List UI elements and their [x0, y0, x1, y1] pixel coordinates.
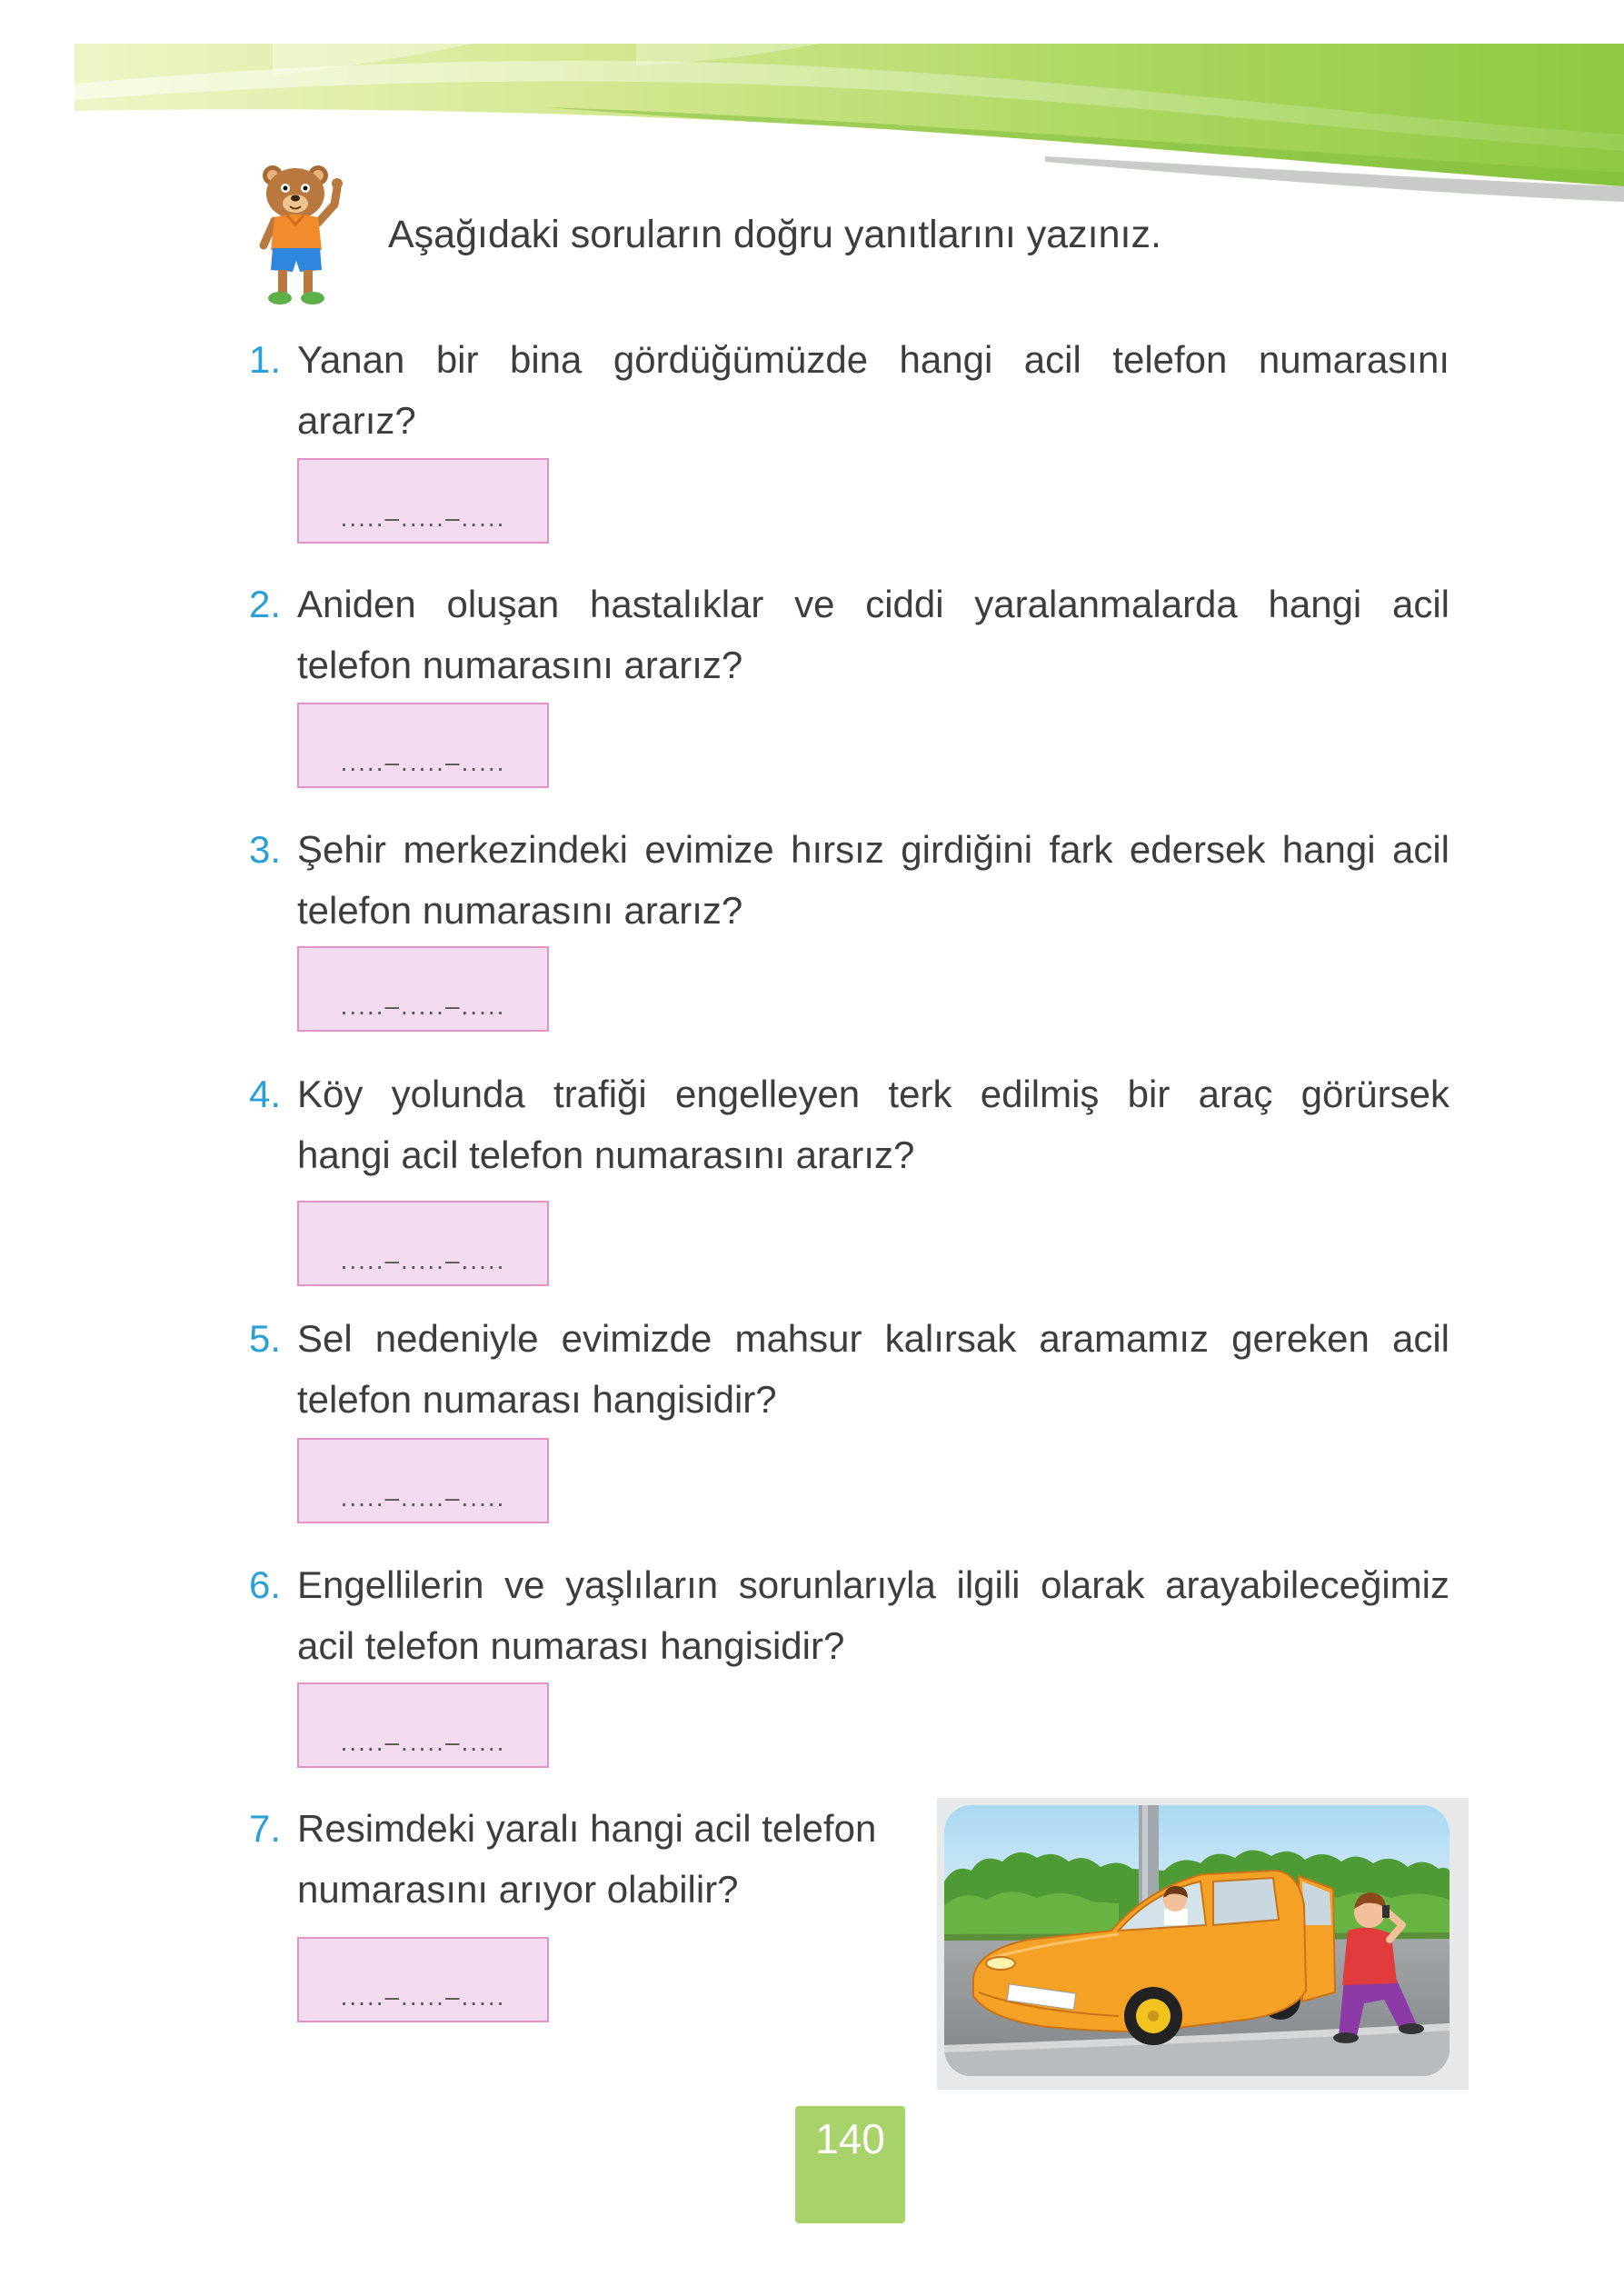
question-text-line: telefon numarasını ararız? [297, 644, 743, 686]
answer-placeholder: .....–.....–..... [340, 504, 506, 532]
question-number: 4. [249, 1073, 282, 1115]
answer-placeholder: .....–.....–..... [340, 1982, 506, 2011]
answer-field[interactable] [297, 1438, 549, 1523]
answer-field[interactable] [297, 1201, 549, 1286]
answer-field[interactable] [297, 703, 549, 788]
question-5 [249, 1308, 1450, 1430]
question-text-line: numarasını arıyor olabilir? [297, 1868, 739, 1911]
bear-mascot-icon [247, 159, 347, 312]
question-number: 1. [249, 338, 282, 381]
question-text-line: Engellilerin ve yaşlıların sorunlarıyla ilgili olarak arayabileceğimiz [297, 1563, 1450, 1606]
driver [1163, 1886, 1188, 1925]
answer-placeholder: .....–.....–..... [340, 748, 506, 776]
question-number: 3. [249, 828, 282, 871]
question-text-line: hangi acil telefon numarasını ararız? [297, 1133, 915, 1176]
instruction-text: Aşağıdaki soruların doğru yanıtlarını yazınız. [388, 213, 1161, 256]
phone-icon [1382, 1905, 1390, 1918]
question-number: 7. [249, 1807, 282, 1850]
question-text-line: Sel nedeniyle evimizde mahsur kalırsak aramamız gereken acil [297, 1317, 1450, 1360]
question-text-line: ararız? [297, 399, 416, 442]
question-text-line: Resimdeki yaralı hangi acil telefon [297, 1807, 877, 1850]
question-4 [249, 1063, 1450, 1185]
page-number: 140 [815, 2115, 885, 2162]
page-number-box [795, 2106, 905, 2223]
answer-field[interactable] [297, 458, 549, 544]
question-number: 2. [249, 583, 282, 625]
question-text-line: Şehir merkezindeki evimize hırsız girdiğini fark edersek hangi acil [297, 828, 1450, 871]
question-text-line: telefon numarası hangisidir? [297, 1378, 777, 1421]
answer-placeholder: .....–.....–..... [340, 992, 506, 1020]
question-number: 6. [249, 1563, 282, 1606]
question-text-line: Köy yolunda trafiği engelleyen terk edilmiş bir araç görürsek [297, 1073, 1450, 1115]
question-2 [249, 574, 1450, 695]
answer-field[interactable] [297, 1937, 549, 2022]
question-text-line: telefon numarasını ararız? [297, 889, 743, 932]
question-3 [249, 819, 1450, 941]
answer-placeholder: .....–.....–..... [340, 1483, 506, 1512]
question-text-line: acil telefon numarası hangisidir? [297, 1624, 845, 1667]
question-number: 5. [249, 1317, 282, 1360]
car-accident-illustration [937, 1798, 1469, 2090]
question-text-line: Aniden oluşan hastalıklar ve ciddi yaralanmalarda hangi acil [297, 583, 1450, 625]
header-banner [0, 0, 1624, 218]
answer-field[interactable] [297, 946, 549, 1032]
answer-placeholder: .....–.....–..... [340, 1246, 506, 1274]
answer-field[interactable] [297, 1682, 549, 1768]
question-text-line: Yanan bir bina gördüğümüzde hangi acil telefon numarasını [297, 338, 1450, 381]
question-6 [249, 1554, 1450, 1676]
question-1 [249, 329, 1450, 451]
answer-placeholder: .....–.....–..... [340, 1728, 506, 1756]
